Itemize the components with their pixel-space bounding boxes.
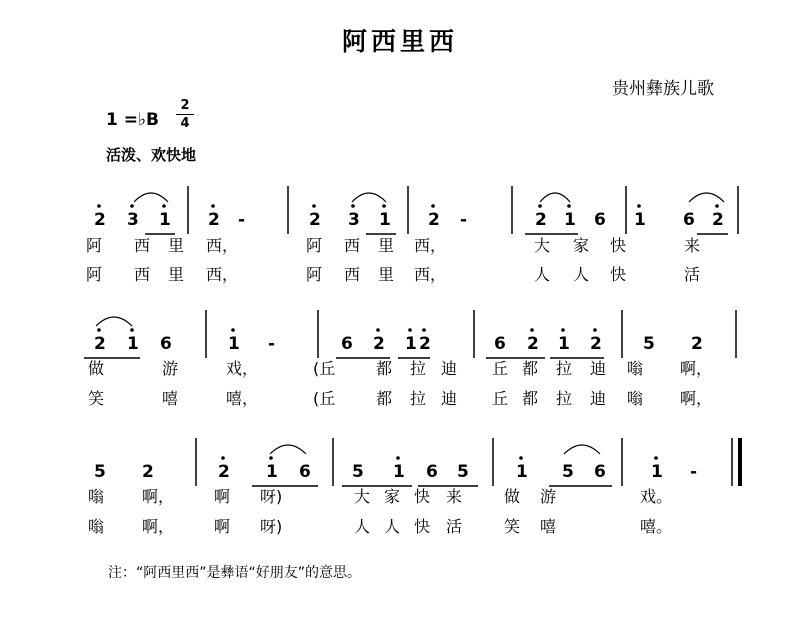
lyric-syllable: 笑	[504, 517, 521, 536]
lyric-syllable: 迪	[441, 359, 458, 378]
lyric-syllable: 大	[534, 236, 551, 255]
note: 1	[558, 334, 570, 354]
lyric-syllable: 都	[376, 359, 393, 378]
note: 2	[218, 462, 230, 482]
key-signature: 1 =♭B	[106, 110, 159, 130]
note: 6	[594, 210, 606, 230]
note: 1	[393, 462, 405, 482]
note: 6	[426, 462, 438, 482]
octave-dot	[382, 204, 386, 208]
lyric-syllable: 啊，	[142, 517, 175, 536]
note: -	[460, 210, 468, 230]
note: 5	[94, 462, 106, 482]
note: 2	[590, 334, 602, 354]
lyric-syllable: 西，	[206, 236, 239, 255]
note: 3	[127, 210, 139, 230]
note: 1	[516, 462, 528, 482]
note: 5	[643, 334, 655, 354]
note: 2	[94, 210, 106, 230]
note: 5	[457, 462, 469, 482]
lyric-syllable: 西，	[414, 265, 447, 284]
octave-dot	[376, 328, 380, 332]
slur	[270, 445, 306, 454]
lyric-syllable: 迪	[441, 389, 458, 408]
note: 2	[208, 210, 220, 230]
octave-dot	[519, 456, 523, 460]
lyric-syllable: 快	[610, 265, 627, 284]
lyric-syllable: 人	[534, 265, 551, 284]
octave-dot	[422, 328, 426, 332]
lyric-syllable: 嗡	[88, 487, 105, 506]
lyric-syllable: 西	[344, 265, 361, 284]
note: 1	[564, 210, 576, 230]
note: 2	[535, 210, 547, 230]
meter-top: 2	[180, 98, 190, 113]
lyric-syllable: 阿	[306, 236, 323, 255]
meter-divider	[176, 114, 194, 115]
lyric-syllable: 阿	[86, 265, 103, 284]
lyric-syllable: (丘	[313, 359, 336, 378]
lyric-syllable: 嗡	[88, 517, 105, 536]
lyric-syllable: 西	[134, 236, 151, 255]
octave-dot	[221, 456, 225, 460]
lyric-syllable: 迪	[590, 389, 607, 408]
note: -	[268, 334, 276, 354]
octave-dot	[231, 328, 235, 332]
slur	[540, 193, 570, 202]
lyric-syllable: 啊，	[680, 359, 713, 378]
note: 6	[341, 334, 353, 354]
lyric-syllable: 里	[168, 236, 185, 255]
lyric-syllable: 西，	[206, 265, 239, 284]
lyric-syllable: 丘	[492, 389, 509, 408]
tempo-marking: 活泼、欢快地	[106, 146, 197, 164]
lyric-syllable: 拉	[410, 359, 427, 378]
lyric-syllable: 嗡	[627, 389, 644, 408]
lyric-syllable: 做	[88, 359, 105, 378]
lyric-syllable: 都	[376, 389, 393, 408]
slur	[134, 193, 168, 202]
note: 1	[127, 334, 139, 354]
lyric-syllable: 戏，	[226, 359, 259, 378]
octave-dot	[431, 204, 435, 208]
note: 1	[228, 334, 240, 354]
octave-dot	[130, 328, 134, 332]
lyric-syllable: 里	[168, 265, 185, 284]
song-title: 阿西里西	[341, 27, 458, 56]
octave-dot	[97, 328, 101, 332]
octave-dot	[351, 204, 355, 208]
note: 3	[348, 210, 360, 230]
lyric-syllable: 里	[378, 236, 395, 255]
lyric-syllable: 拉	[410, 389, 427, 408]
lyric-syllable: 活	[684, 265, 701, 284]
note: 1	[634, 210, 646, 230]
octave-dot	[715, 204, 719, 208]
note: 2	[428, 210, 440, 230]
lyric-syllable: 人	[384, 517, 401, 536]
lyric-syllable: 快	[610, 236, 627, 255]
octave-dot	[637, 204, 641, 208]
octave-dot	[561, 328, 565, 332]
lyric-syllable: 人	[354, 517, 371, 536]
lyric-syllable: 嘻	[540, 517, 557, 536]
lyric-syllable: 嘻，	[226, 389, 259, 408]
octave-dot	[97, 204, 101, 208]
note: -	[238, 210, 246, 230]
octave-dot	[530, 328, 534, 332]
meter-bottom: 4	[180, 116, 190, 131]
slur	[352, 193, 386, 202]
octave-dot	[567, 204, 571, 208]
lyric-syllable: 嘻	[162, 389, 179, 408]
note: 5	[562, 462, 574, 482]
note: 6	[299, 462, 311, 482]
note: -	[690, 462, 698, 482]
lyric-syllable: 西	[344, 236, 361, 255]
octave-dot	[593, 328, 597, 332]
lyric-syllable: 家	[573, 236, 590, 255]
lyric-syllable: 人	[573, 265, 590, 284]
lyric-syllable: 啊，	[142, 487, 175, 506]
octave-dot	[654, 456, 658, 460]
lyric-syllable: 游	[162, 359, 179, 378]
slur	[96, 317, 132, 326]
octave-dot	[269, 456, 273, 460]
note: 2	[527, 334, 539, 354]
lyric-syllable: 都	[522, 389, 539, 408]
lyric-syllable: 啊	[214, 517, 231, 536]
lyric-syllable: 阿	[86, 236, 103, 255]
note: 1	[651, 462, 663, 482]
note: 6	[494, 334, 506, 354]
note: 6	[160, 334, 172, 354]
lyric-syllable: 做	[504, 487, 521, 506]
lyric-syllable: 快	[414, 517, 431, 536]
lyric-syllable: 里	[378, 265, 395, 284]
lyric-syllable: 家	[384, 487, 401, 506]
song-origin: 贵州彝族儿歌	[612, 79, 714, 99]
lyric-syllable: 嗡	[627, 359, 644, 378]
note: 2	[712, 210, 724, 230]
note: 2	[94, 334, 106, 354]
note: 2	[309, 210, 321, 230]
octave-dot	[408, 328, 412, 332]
note: 2	[142, 462, 154, 482]
lyric-syllable: 西	[134, 265, 151, 284]
lyric-syllable: 啊	[214, 487, 231, 506]
lyric-syllable: 都	[522, 359, 539, 378]
lyric-syllable: 游	[540, 487, 557, 506]
lyric-syllable: 呀)	[260, 517, 283, 536]
lyric-syllable: 呀)	[260, 487, 283, 506]
lyric-syllable: 来	[446, 487, 463, 506]
lyric-syllable: 来	[684, 236, 701, 255]
octave-dot	[312, 204, 316, 208]
note: 2	[373, 334, 385, 354]
note: 2	[419, 334, 431, 354]
note: 6	[683, 210, 695, 230]
octave-dot	[396, 456, 400, 460]
lyric-syllable: 拉	[556, 389, 573, 408]
octave-dot	[130, 204, 134, 208]
octave-dot	[538, 204, 542, 208]
slur	[689, 193, 724, 202]
lyric-syllable: 嘻。	[640, 517, 673, 536]
note: 6	[594, 462, 606, 482]
note: 1	[159, 210, 171, 230]
lyric-syllable: 啊，	[680, 389, 713, 408]
time-signature	[176, 98, 194, 131]
lyric-syllable: 快	[414, 487, 431, 506]
footnote: 注：“阿西里西”是彝语“好朋友”的意思。	[108, 565, 362, 581]
lyric-syllable: (丘	[313, 389, 336, 408]
note: 1	[379, 210, 391, 230]
note: 5	[352, 462, 364, 482]
lyric-syllable: 笑	[88, 389, 105, 408]
slur	[564, 445, 600, 454]
lyric-syllable: 活	[446, 517, 463, 536]
lyric-syllable: 戏。	[640, 487, 673, 506]
lyric-syllable: 拉	[556, 359, 573, 378]
lyric-syllable: 西，	[414, 236, 447, 255]
octave-dot	[162, 204, 166, 208]
note: 1	[266, 462, 278, 482]
note: 2	[691, 334, 703, 354]
lyric-syllable: 阿	[306, 265, 323, 284]
note: 1	[405, 334, 417, 354]
lyric-syllable: 迪	[590, 359, 607, 378]
lyric-syllable: 丘	[492, 359, 509, 378]
octave-dot	[211, 204, 215, 208]
lyric-syllable: 大	[354, 487, 371, 506]
